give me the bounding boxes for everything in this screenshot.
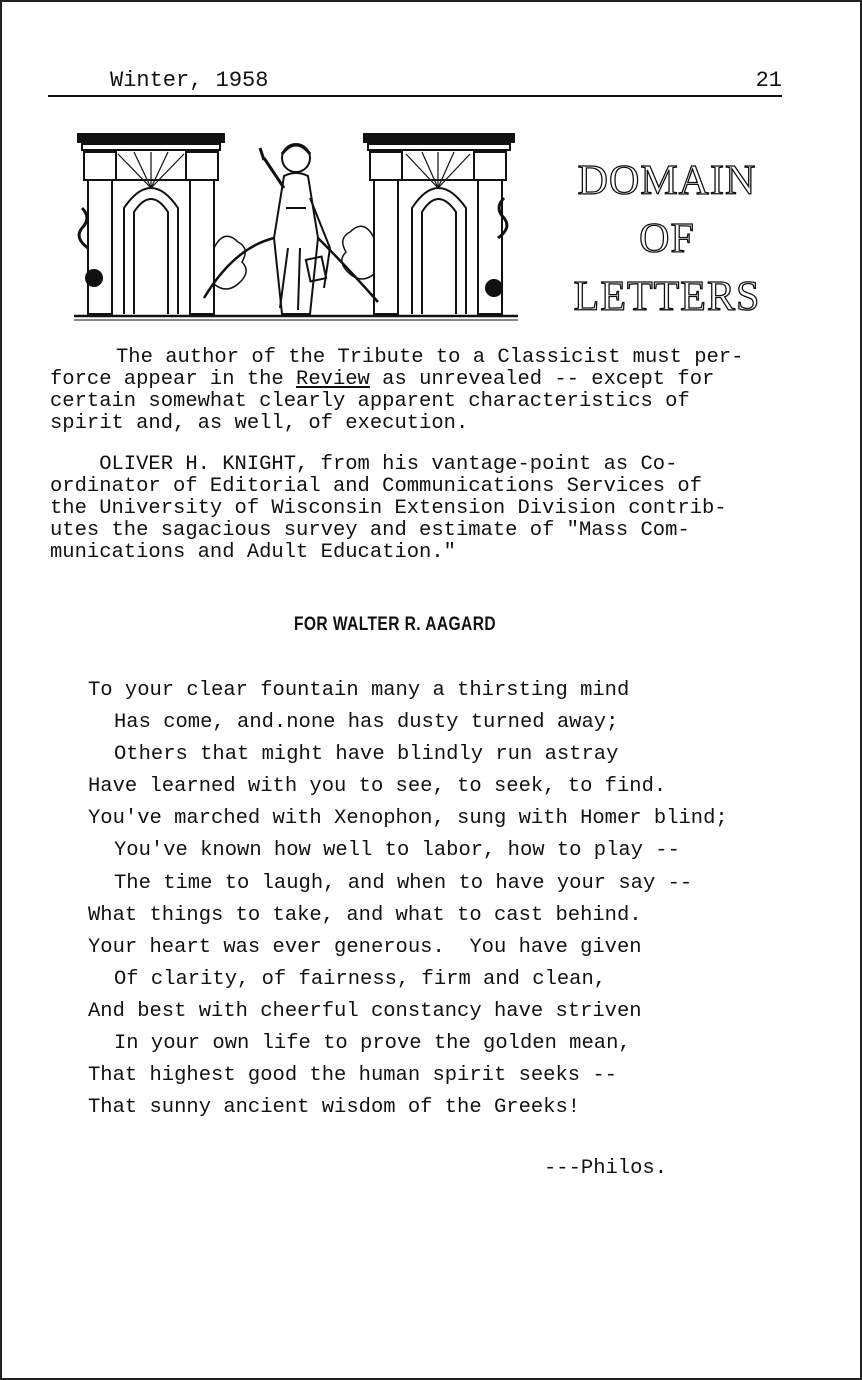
poem-line: That highest good the human spirit seeks -- xyxy=(88,1064,617,1088)
poem-line: The time to laugh, and when to have your say -- xyxy=(114,871,693,895)
text-line: utes the sagacious survey and estimate of "Mass Com- xyxy=(50,519,690,542)
page-border-top xyxy=(0,0,862,2)
page-border-left xyxy=(0,0,2,1380)
page-number: 21 xyxy=(755,68,782,93)
text-span: force appear in the xyxy=(50,368,297,391)
text-line: ordinator of Editorial and Communications Services of xyxy=(50,475,703,498)
poem-line: What things to take, and what to cast behind. xyxy=(88,903,642,927)
text-line xyxy=(50,369,790,391)
classical-arches-muse-icon xyxy=(74,128,518,322)
text-line: spirit and, as well, of execution. xyxy=(50,412,469,435)
text-line: OLIVER H. KNIGHT, from his vantage-point as Co- xyxy=(50,453,678,476)
running-head xyxy=(110,68,782,94)
text-line: munications and Adult Education." xyxy=(50,541,456,564)
poem-title: FOR WALTER R. AAGARD xyxy=(293,614,497,635)
text-span: as unrevealed -- except for xyxy=(369,368,715,391)
poem-line: Have learned with you to see, to seek, to find. xyxy=(88,775,667,799)
poem-line: You've marched with Xenophon, sung with Homer blind; xyxy=(88,807,728,831)
poem-line: That sunny ancient wisdom of the Greeks! xyxy=(88,1096,581,1120)
poem-line: Others that might have blindly run astray xyxy=(114,743,619,767)
poem-line: And best with cheerful constancy have striven xyxy=(88,999,642,1023)
poem xyxy=(88,678,808,1127)
poem-line: Has come, and.none has dusty turned away; xyxy=(114,711,619,735)
text-line: The author of the Tribute to a Classicist must per- xyxy=(116,346,744,369)
text-line: the University of Wisconsin Extension Division contrib- xyxy=(50,497,727,520)
section-title xyxy=(556,152,778,326)
issue-date: Winter, 1958 xyxy=(110,68,269,93)
poem-signature: ---Philos. xyxy=(544,1157,668,1180)
text-line: certain somewhat clearly apparent characteristics of xyxy=(50,390,690,413)
poem-line: To your clear fountain many a thirsting mind xyxy=(88,679,630,702)
poem-line: Your heart was ever generous. You have given xyxy=(88,935,642,959)
section-title-line: OF xyxy=(639,216,695,262)
header-rule xyxy=(48,95,782,97)
poem-line: Of clarity, of fairness, firm and clean, xyxy=(114,967,607,991)
poem-line: You've known how well to labor, how to play -- xyxy=(114,839,680,863)
poem-line: In your own life to prove the golden mean, xyxy=(114,1032,631,1056)
section-title-line: LETTERS xyxy=(573,274,761,320)
journal-title: Review xyxy=(296,368,370,391)
section-title-line: DOMAIN xyxy=(577,158,757,204)
intro-paragraph-1 xyxy=(50,347,790,435)
intro-paragraph-2 xyxy=(50,454,790,564)
